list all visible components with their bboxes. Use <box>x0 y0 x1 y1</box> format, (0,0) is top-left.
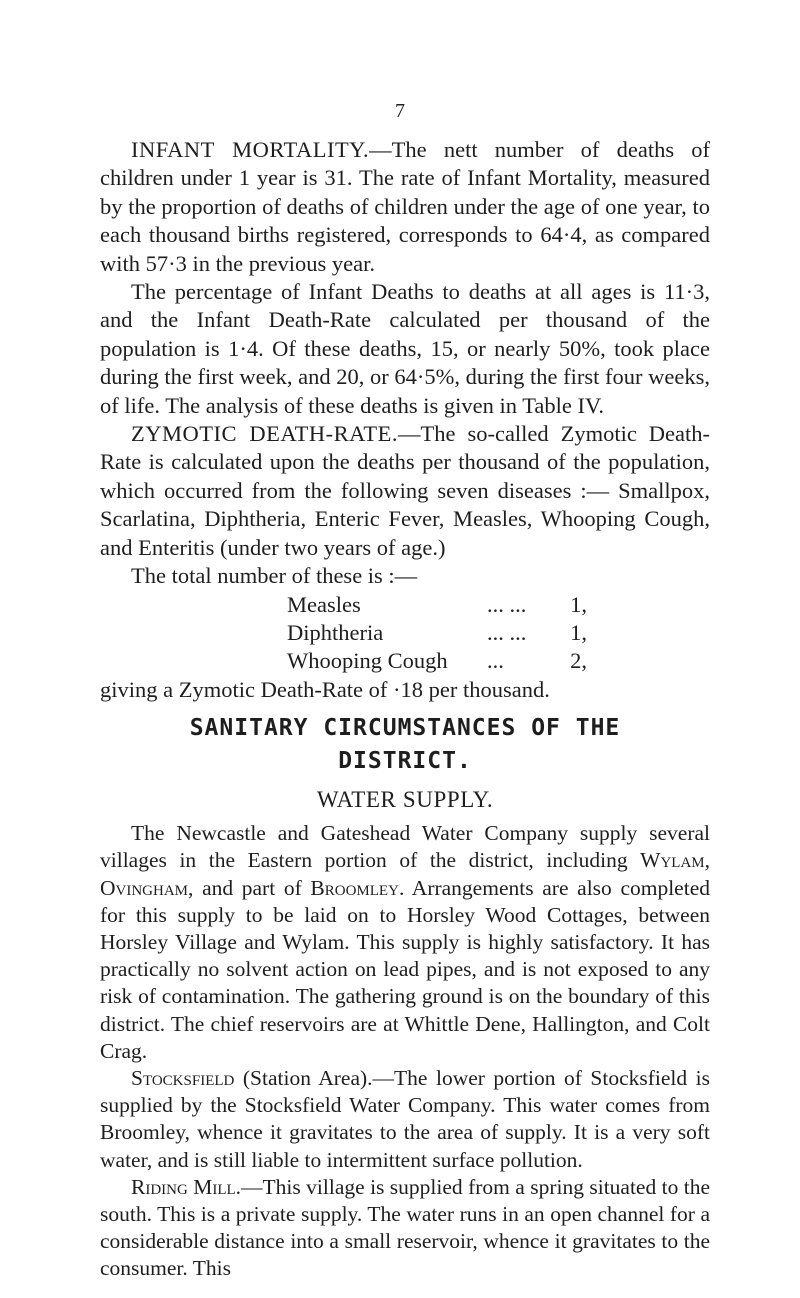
disease-count: 1, <box>570 591 587 617</box>
water-supply-body <box>100 820 710 1282</box>
zymotic-result: giving a Zymotic Death-Rate of ·18 per thousand. <box>100 676 550 702</box>
list-item <box>287 591 587 619</box>
disease-name: Measles <box>287 591 361 617</box>
section-heading-line-1: SANITARY CIRCUMSTANCES OF THE <box>189 715 621 742</box>
infant-mortality-heading: INFANT MORTALITY. <box>131 137 370 162</box>
infant-mortality-text: —The nett number of deaths of children under 1 year is 31. The rate of Infant Mortality, measured by the proportion of deaths of children under the age of one year, to each thousand births registered, corresponds to 64·4, as compared with 57·3 in the previous year. <box>100 137 710 276</box>
subsection-heading: WATER SUPPLY. <box>316 787 494 813</box>
place-wylam: Wylam <box>640 848 705 873</box>
riding-mill-heading: Riding Mill. <box>131 1174 242 1199</box>
infant-percentage-paragraph: The percentage of Infant Deaths to deaths at all ages is 11·3, and the Infant Death-Rate calculated per thousand of the population is 1·4. Of these deaths, 15, or nearly 50%, took place during the first week, and 20, or 64·5%, during the first four weeks, of life. The analysis of these deaths is given in Table IV. <box>100 279 710 418</box>
riding-mill-text: —This village is supplied from a spring situated to the south. This is a private supply. The water runs in an open channel for a considerable distance into a small reservoir, whence it gravitates to the consumer. This <box>100 1174 711 1281</box>
leader-dots: ... <box>487 648 504 674</box>
text-column <box>100 136 710 1283</box>
disease-count: 1, <box>570 619 587 645</box>
zymotic-heading: ZYMOTIC DEATH-RATE. <box>131 421 399 447</box>
zymotic-paragraph <box>100 420 710 562</box>
stocksfield-text: (Station Area).—The lower portion of Stocksfield is supplied by the Stocksfield Water Company. This water comes from Broomley, whence it gravitates to the area of supply. It is a very soft water, and is still liable to intermittent surface pollution. <box>100 1065 710 1172</box>
riding-mill-paragraph <box>100 1174 710 1283</box>
disease-name: Whooping Cough <box>287 648 448 674</box>
zymotic-text: —The so-called Zymotic Death-Rate is calculated upon the deaths per thousand of the population, which occurred from the following seven diseases :— Smallpox, Scarlatina, Diphtheria, Enteric Fever, Measles, Whooping Cough, and Enteritis (under two years of age.) <box>100 421 710 560</box>
water-paragraph-rest: Arrangements are also completed for this supply to be laid on to Horsley Wood Cottages, between Horsley Village and Wylam. This supply is highly satisfactory. It has practically no solvent action on lead pipes, and is not exposed to any risk of contamination. The gathering ground is on the boundary of this district. The chief reservoirs are at Whittle Dene, Hallington, and Colt Crag. <box>100 875 710 1063</box>
stocksfield-paragraph <box>100 1065 710 1174</box>
leader-dots: ... ... <box>487 591 527 617</box>
leader-dots: ... ... <box>487 619 527 645</box>
stocksfield-heading: Stocksfield <box>131 1065 235 1090</box>
place-broomley: Broomley <box>310 875 399 900</box>
total-intro: The total number of these is :— <box>131 563 418 589</box>
water-paragraph: The Newcastle and Gateshead Water Company supply several villages in the Eastern portion of the district, including Wylam, Ovingham, and part of Broomley. Arrangements are also completed for this supply to be laid on to Horsley Wood Cottages, between Horsley Village and Wylam. This supply is highly satisfactory. It has practically no solvent action on lead pipes, and is not exposed to any risk of contamination. The gathering ground is on the boundary of this district. The chief reservoirs are at Whittle Dene, Hallington, and Colt Crag. <box>100 821 711 1063</box>
disease-name: Diphtheria <box>287 619 384 645</box>
page-number: 7 <box>395 100 405 122</box>
disease-count: 2, <box>570 648 587 674</box>
infant-mortality-paragraph <box>100 136 710 278</box>
section-heading <box>100 712 710 778</box>
section-heading-line-2: DISTRICT. <box>338 748 472 775</box>
zymotic-totals-list <box>287 591 587 676</box>
list-item <box>287 647 587 675</box>
list-item <box>287 619 587 647</box>
place-ovingham: Ovingham <box>100 875 189 900</box>
water-paragraph-text: The Newcastle and Gateshead Water Company supply several villages in the Eastern portion of the district, including <box>100 821 710 873</box>
